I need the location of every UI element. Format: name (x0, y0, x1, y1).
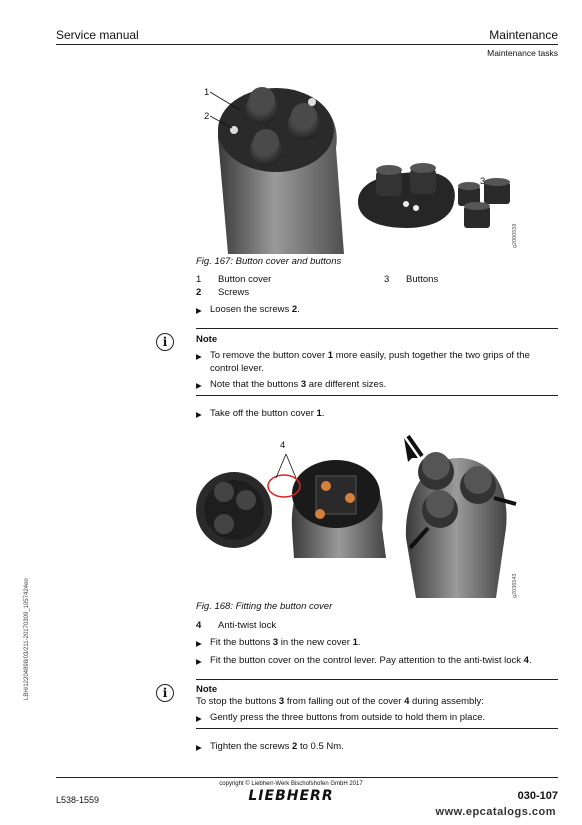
step-take-off-cover: ▶ Take off the button cover 1. (210, 407, 324, 420)
note-2-top-rule (196, 679, 558, 680)
figure-168-caption: Fig. 168: Fitting the button cover (196, 601, 333, 612)
header-rule (56, 44, 558, 45)
callout-3: 3 (480, 176, 486, 187)
legend-167-item-2-num: 2 (196, 287, 202, 298)
liebherr-logo: LIEBHERR (248, 788, 334, 804)
header-section-title: Maintenance (489, 28, 558, 42)
figure-167-illustration (196, 78, 524, 254)
figure-167-code: g2000559 (512, 223, 518, 248)
step-fit-cover: ▶ Fit the button cover on the control lever. Pay attention to the anti-twist lock 4. (210, 654, 554, 667)
callout-4: 4 (280, 440, 286, 451)
figure-167-caption: Fig. 167: Button cover and buttons (196, 256, 342, 267)
note-1-top-rule (196, 328, 558, 329)
note-2-bullet-1: ▶ Gently press the three buttons from outside to hold them in place. (210, 711, 485, 724)
header-manual-title: Service manual (56, 28, 139, 42)
side-document-code: LBH/12204898/03/211-20170309_1057424en (24, 578, 30, 700)
figure-168-photo (196, 428, 524, 598)
legend-167-item-3-label: Buttons (406, 274, 439, 285)
info-icon: i (156, 684, 174, 702)
footer-doc-code: L538-1559 (56, 795, 100, 805)
note-1-bullet-2: ▶ Note that the buttons 3 are different sizes. (210, 378, 386, 391)
footer-rule (56, 777, 558, 778)
note-2-bottom-rule (196, 728, 558, 729)
legend-167-item-3-num: 3 (384, 274, 390, 285)
callout-2: 2 (204, 111, 210, 122)
figure-168-illustration (196, 428, 524, 598)
note-2-title: Note (196, 684, 218, 695)
legend-168-item-4-num: 4 (196, 620, 202, 631)
note-2-text: To stop the buttons 3 from falling out of the cover 4 during assembly: (196, 696, 484, 707)
footer-copyright: copyright © Liebherr-Werk Bischofshofen GmbH 2017 (219, 781, 363, 787)
legend-167-item-1-num: 1 (196, 274, 202, 285)
step-tighten-screws: ▶ Tighten the screws 2 to 0.5 Nm. (210, 740, 344, 753)
header-subsection: Maintenance tasks (487, 48, 558, 58)
legend-167-item-1-label: Button cover (218, 274, 272, 285)
note-1-bullet-1: ▶ To remove the button cover 1 more easily, push together the two grips of the control lever. (210, 349, 550, 375)
figure-168-code: g2036543 (512, 573, 518, 598)
legend-167-item-2-label: Screws (218, 287, 250, 298)
note-1-title: Note (196, 334, 218, 345)
info-icon: i (156, 333, 174, 351)
note-1-bottom-rule (196, 395, 558, 396)
footer-page-number: 030-107 (517, 790, 558, 802)
step-fit-buttons: ▶ Fit the buttons 3 in the new cover 1. (210, 636, 361, 649)
watermark: www.epcatalogs.com (435, 806, 556, 818)
callout-1: 1 (204, 87, 210, 98)
legend-168-item-4-label: Anti-twist lock (218, 620, 277, 631)
step-loosen-screws: ▶ Loosen the screws 2. (210, 303, 300, 316)
figure-167-photo (196, 78, 524, 254)
